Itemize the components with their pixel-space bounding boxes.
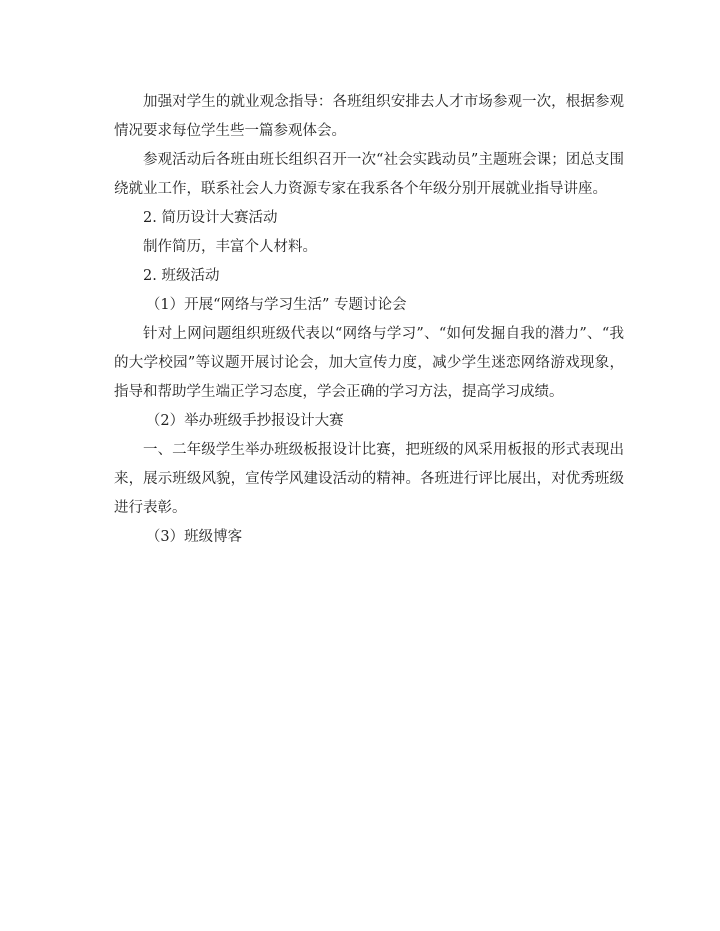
heading-resume-contest: 2. 简历设计大赛活动 <box>143 210 278 226</box>
heading-class-activities: 2. 班级活动 <box>143 268 220 284</box>
heading-network-discussion: （1）开展“网络与学习生活” 专题讨论会 <box>145 297 407 313</box>
document-body <box>114 88 624 552</box>
paragraph-class-meeting: 参观活动后各班由班长组织召开一次“社会实践动员”主题班会课；团总支围绕就业工作，联系社会人力资源专家在我系各个年级分别开展就业指导讲座。 <box>114 152 624 197</box>
paragraph-newspaper-contest: 一、二年级学生举办班级板报设计比赛，把班级的风采用板报的形式表现出来，展示班级风貌，宣传学风建设活动的精神。各班进行评比展出，对优秀班级进行表彰。 <box>114 442 624 516</box>
paragraph-employment-guidance: 加强对学生的就业观念指导：各班组织安排去人才市场参观一次，根据参观情况要求每位学生些一篇参观体会。 <box>114 94 624 139</box>
heading-newspaper-contest: （2）举办班级手抄报设计大赛 <box>145 413 344 429</box>
paragraph-resume: 制作简历，丰富个人材料。 <box>143 239 317 255</box>
paragraph-network-discussion: 针对上网问题组织班级代表以“网络与学习”、“如何发掘自我的潜力”、“我的大学校园”等议题开展讨论会，加大宣传力度，减少学生迷恋网络游戏现象，指导和帮助学生端正学习态度，学会正确的学习方法，提高学习成绩。 <box>114 326 624 400</box>
heading-class-blog: （3）班级博客 <box>145 529 243 545</box>
